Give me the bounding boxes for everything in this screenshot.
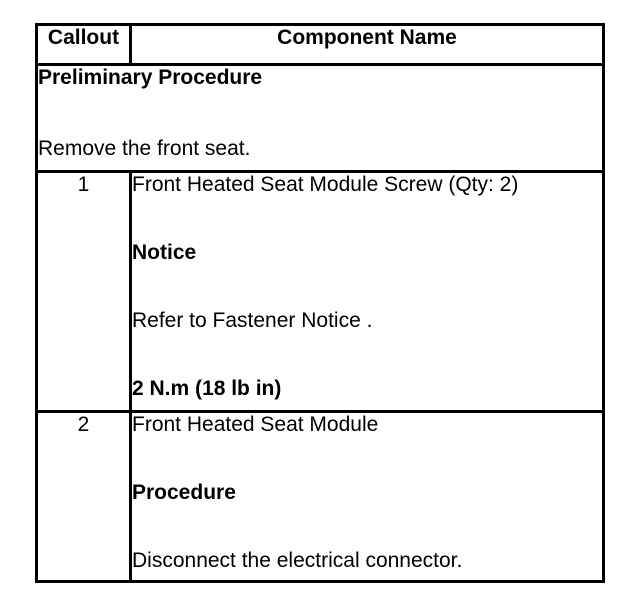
component-name: Front Heated Seat Module Screw (Qty: 2): [132, 173, 519, 196]
procedure-text: Disconnect the electrical connector.: [132, 549, 463, 572]
notice-text: Refer to Fastener Notice .: [132, 309, 373, 332]
preliminary-title: Preliminary Procedure: [38, 66, 263, 89]
callout-number: 2: [37, 412, 131, 582]
component-name: Front Heated Seat Module: [132, 413, 379, 436]
procedure-label: Procedure: [132, 481, 236, 504]
component-name-header: Component Name: [131, 25, 604, 65]
component-cell: [131, 412, 604, 582]
table-row: [37, 172, 604, 412]
torque-spec: 2 N.m (18 lb in): [132, 377, 282, 400]
table-row: [37, 412, 604, 582]
table-header-row: [37, 25, 604, 65]
notice-label: Notice: [132, 241, 197, 264]
preliminary-row: [37, 65, 604, 172]
procedure-table: [35, 23, 605, 583]
callout-number: 1: [37, 172, 131, 412]
component-cell: [131, 172, 604, 412]
preliminary-cell: [37, 65, 604, 172]
callout-header: Callout: [37, 25, 131, 65]
preliminary-text: Remove the front seat.: [38, 137, 251, 160]
